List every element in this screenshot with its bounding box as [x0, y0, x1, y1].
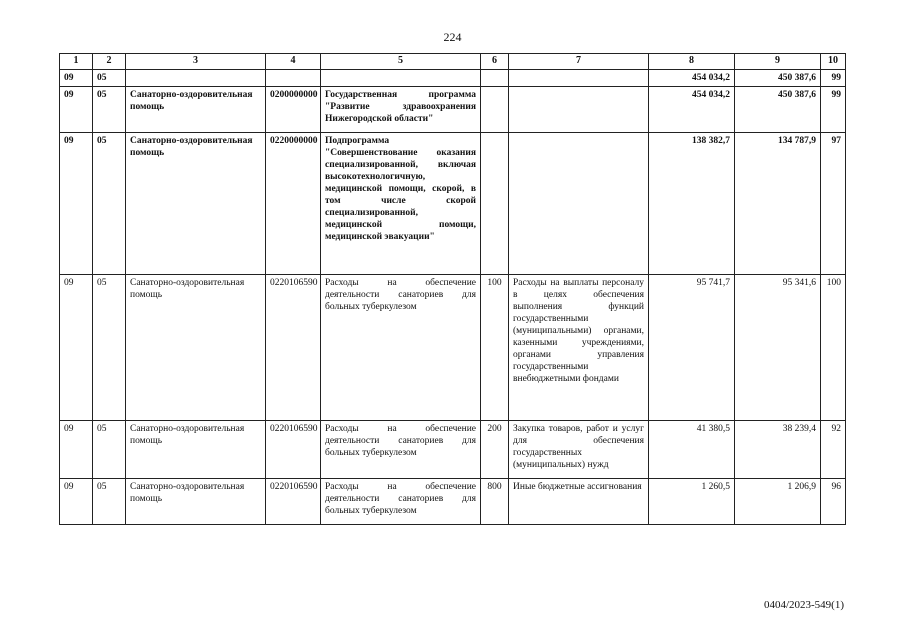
expense-type-name: Иные бюджетные ассигнования [509, 479, 649, 525]
expense-type-code [481, 87, 509, 133]
planned-amount: 454 034,2 [649, 87, 735, 133]
table-row [60, 70, 846, 87]
header-cell: 9 [735, 54, 821, 70]
section-code: 09 [60, 87, 93, 133]
target-article-code: 0220000000 [266, 133, 321, 275]
subsection-code: 05 [93, 87, 126, 133]
executed-amount: 450 387,6 [735, 70, 821, 87]
header-cell: 1 [60, 54, 93, 70]
execution-percent: 100 [821, 275, 846, 421]
executed-amount: 95 341,6 [735, 275, 821, 421]
header-cell: 5 [321, 54, 481, 70]
section-code: 09 [60, 479, 93, 525]
subsection-code: 05 [93, 275, 126, 421]
subsection-name: Санаторно-оздоровительная помощь [126, 133, 266, 275]
header-cell: 7 [509, 54, 649, 70]
table-row [60, 275, 846, 421]
subsection-name: Санаторно-оздоровительная помощь [126, 87, 266, 133]
expense-type-name: Расходы на выплаты персоналу в целях обеспечения выполнения функций государственными (муниципальными) органами, казенными учреждениями, органами управления государственными внебюджетными фондами [509, 275, 649, 421]
header-cell: 3 [126, 54, 266, 70]
section-code: 09 [60, 421, 93, 479]
header-cell: 6 [481, 54, 509, 70]
expense-type-code: 800 [481, 479, 509, 525]
subsection-code: 05 [93, 70, 126, 87]
table-row [60, 421, 846, 479]
expense-type-name [509, 133, 649, 275]
subsection-name: Санаторно-оздоровительная помощь [126, 421, 266, 479]
expense-type-name [509, 87, 649, 133]
subsection-code: 05 [93, 479, 126, 525]
header-cell: 8 [649, 54, 735, 70]
page-number: 224 [443, 30, 462, 44]
target-article-code: 0200000000 [266, 87, 321, 133]
table-row [60, 479, 846, 525]
planned-amount: 454 034,2 [649, 70, 735, 87]
expense-type-code: 200 [481, 421, 509, 479]
executed-amount: 1 206,9 [735, 479, 821, 525]
header-cell: 2 [93, 54, 126, 70]
target-article-name: Расходы на обеспечение деятельности санаториев для больных туберкулезом [321, 421, 481, 479]
execution-percent: 96 [821, 479, 846, 525]
section-code: 09 [60, 70, 93, 87]
execution-percent: 99 [821, 70, 846, 87]
expense-type-code [481, 133, 509, 275]
target-article-name: Расходы на обеспечение деятельности санаториев для больных туберкулезом [321, 275, 481, 421]
executed-amount: 38 239,4 [735, 421, 821, 479]
document-code: 0404/2023-549(1) [763, 599, 844, 611]
section-code: 09 [60, 275, 93, 421]
planned-amount: 138 382,7 [649, 133, 735, 275]
table-header-row [60, 54, 846, 70]
expense-type-name: Закупка товаров, работ и услуг для обеспечения государственных (муниципальных) нужд [509, 421, 649, 479]
header-cell: 4 [266, 54, 321, 70]
target-article-name: Подпрограмма "Совершенствование оказания специализированной, включая высокотехнологичную, медицинской помощи, скорой, в том числе скорой специализированной, медицинской помощи, медицинской эвакуации" [321, 133, 481, 275]
target-article-code [266, 70, 321, 87]
executed-amount: 450 387,6 [735, 87, 821, 133]
execution-percent: 92 [821, 421, 846, 479]
target-article-name [321, 70, 481, 87]
section-code: 09 [60, 133, 93, 275]
expense-type-code [481, 70, 509, 87]
target-article-name: Государственная программа "Развитие здравоохранения Нижегородской области" [321, 87, 481, 133]
table-row [60, 87, 846, 133]
planned-amount: 95 741,7 [649, 275, 735, 421]
expense-type-name [509, 70, 649, 87]
planned-amount: 1 260,5 [649, 479, 735, 525]
planned-amount: 41 380,5 [649, 421, 735, 479]
executed-amount: 134 787,9 [735, 133, 821, 275]
subsection-code: 05 [93, 133, 126, 275]
table-row [60, 133, 846, 275]
subsection-name: Санаторно-оздоровительная помощь [126, 275, 266, 421]
target-article-code: 0220106590 [266, 421, 321, 479]
execution-percent: 97 [821, 133, 846, 275]
subsection-code: 05 [93, 421, 126, 479]
execution-percent: 99 [821, 87, 846, 133]
subsection-name: Санаторно-оздоровительная помощь [126, 479, 266, 525]
target-article-code: 0220106590 [266, 275, 321, 421]
budget-table [59, 53, 846, 525]
expense-type-code: 100 [481, 275, 509, 421]
target-article-code: 0220106590 [266, 479, 321, 525]
target-article-name: Расходы на обеспечение деятельности санаториев для больных туберкулезом [321, 479, 481, 525]
header-cell: 10 [821, 54, 846, 70]
subsection-name [126, 70, 266, 87]
